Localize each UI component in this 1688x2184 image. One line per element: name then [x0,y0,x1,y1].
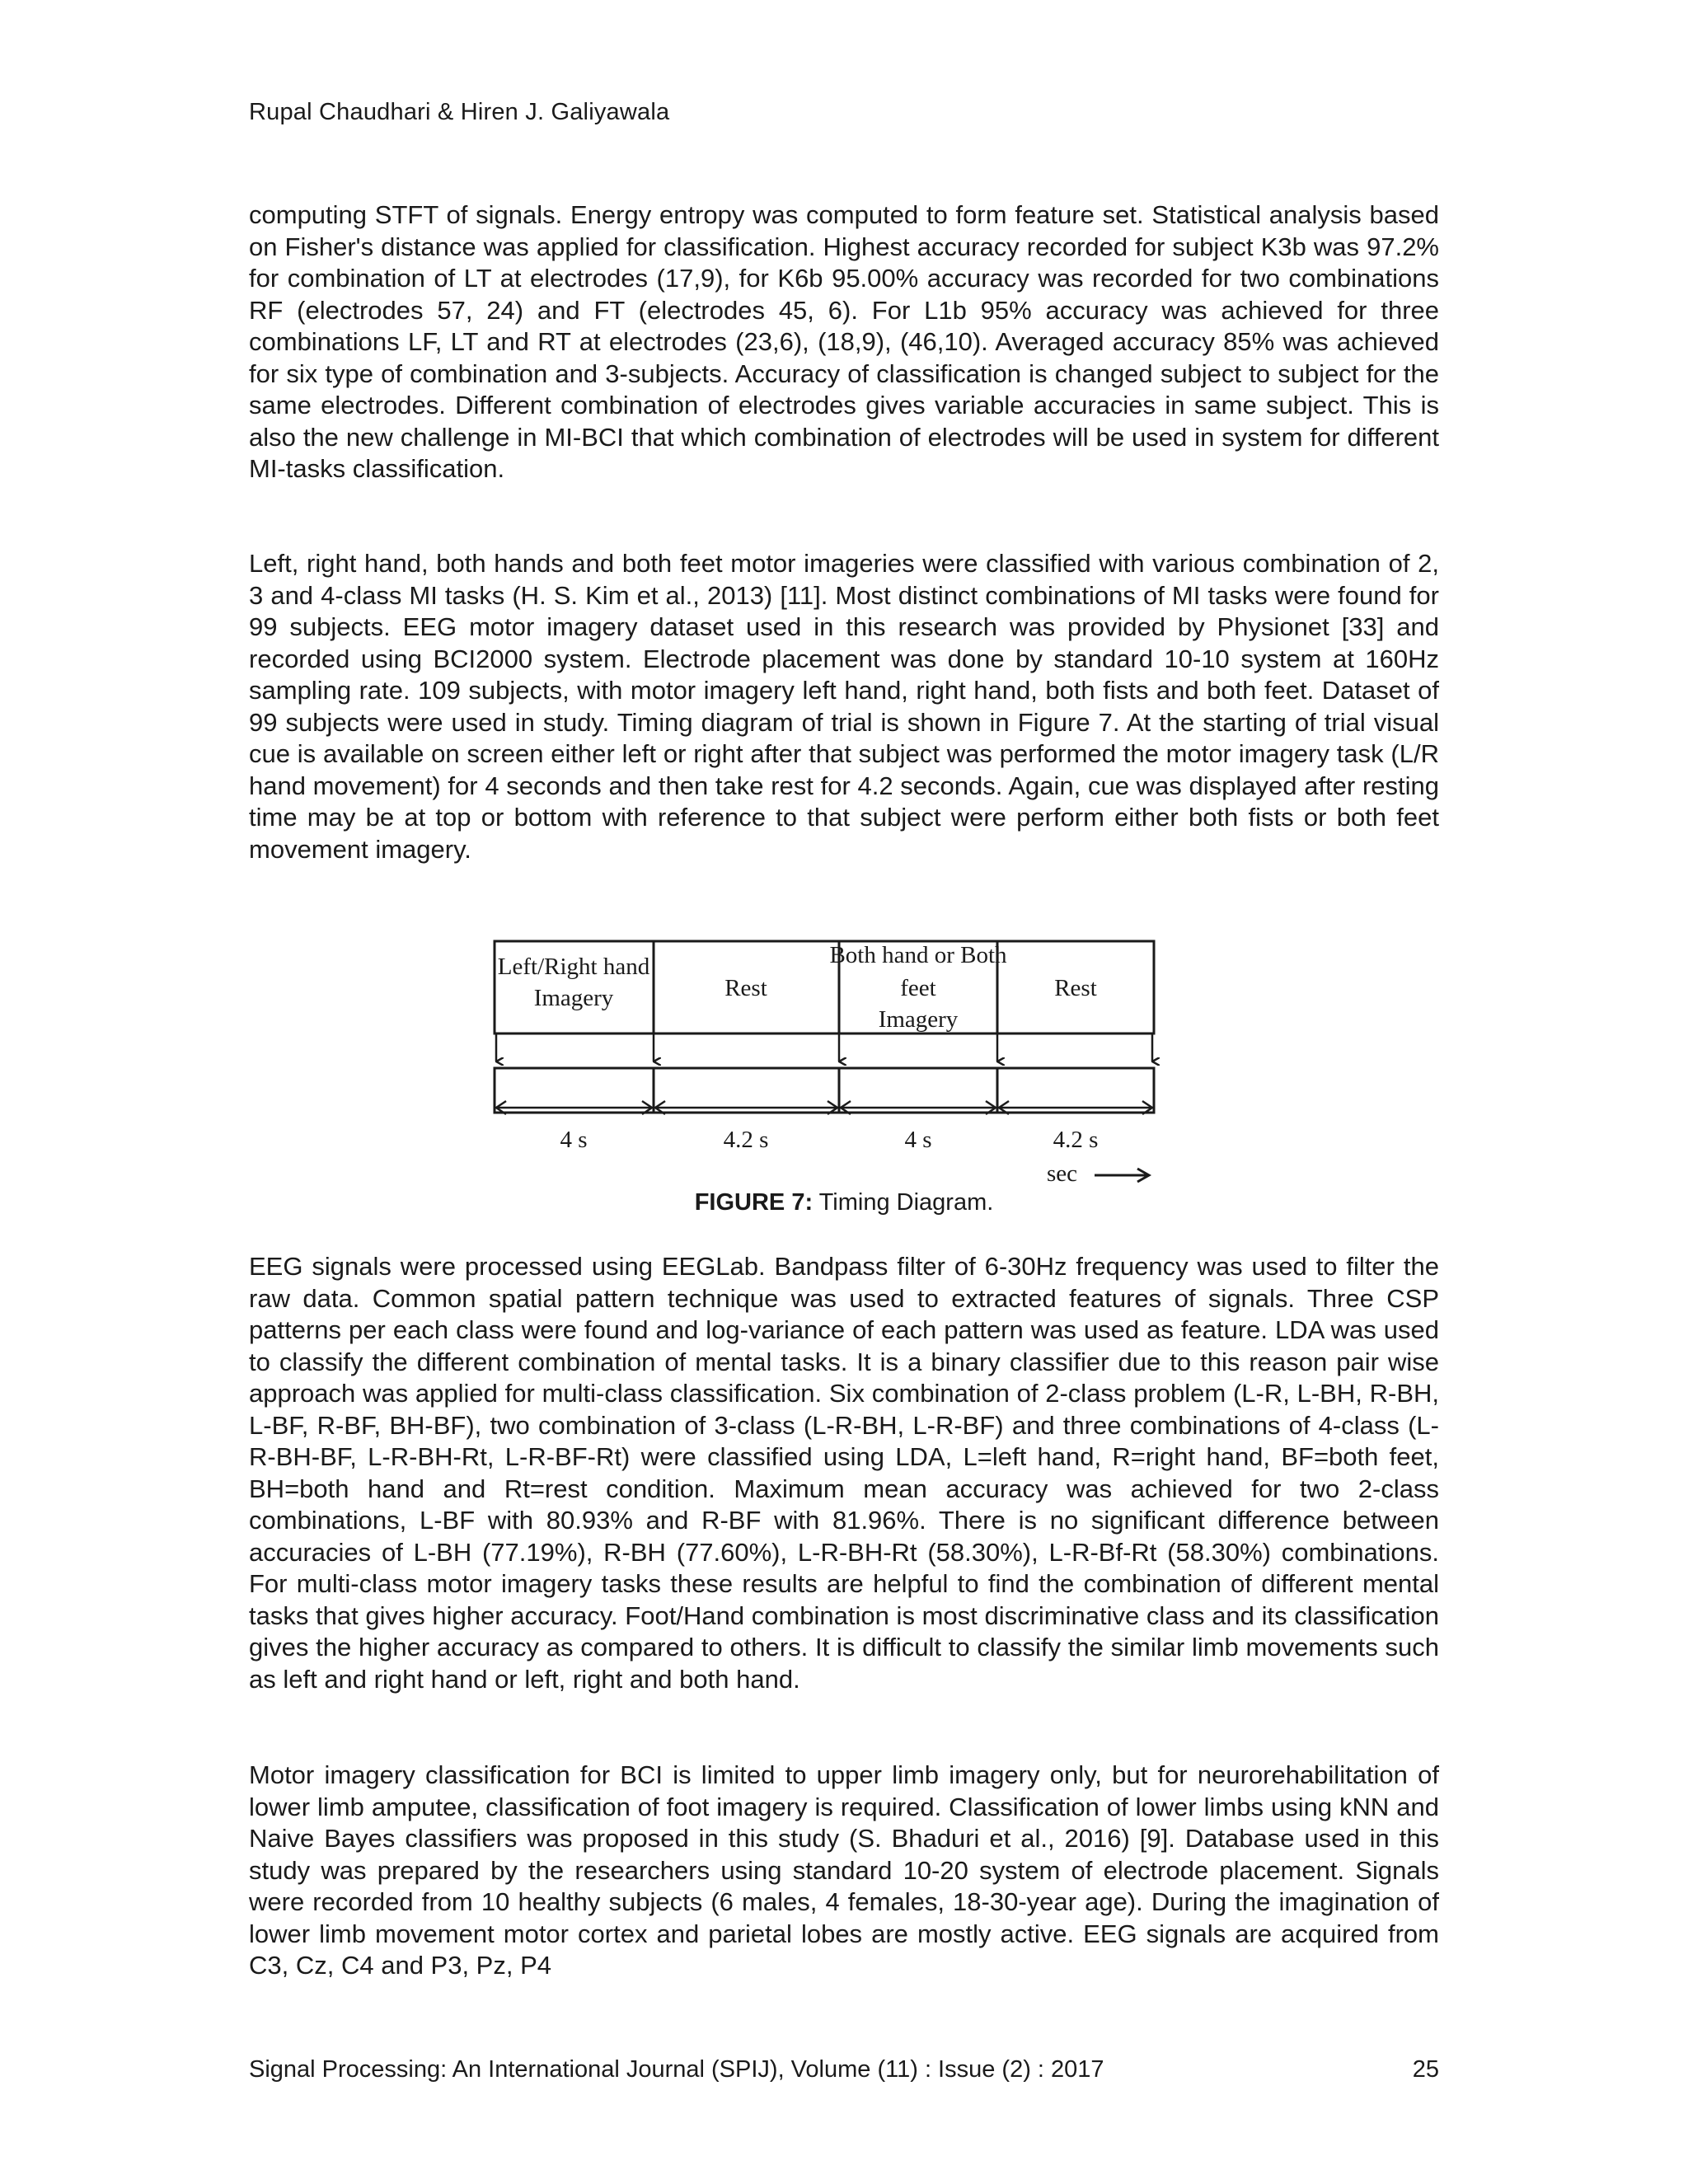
phase-1-label-line-2: Imagery [533,985,614,1011]
phase-2-duration: 4.2 s [723,1127,769,1153]
page-number: 25 [1412,2056,1439,2083]
phase-3-label-line-3: Imagery [878,1006,959,1033]
running-head-authors: Rupal Chaudhari & Hiren J. Galiyawala [249,99,670,125]
phase-4-label: Rest [1054,975,1097,1001]
paragraph-2: Left, right hand, both hands and both feet motor imageries were classified with various combination of 2, 3 and 4-class MI tasks (H. S. Kim et al., 2013) [11]. Most distinct combinations of MI tasks were found for 99 subjects. EEG motor imagery dataset used in this research was provided by Physionet [33] and recorded using BCI2000 system. Electrode placement was done by standard 10-10 system at 160Hz sampling rate. 109 subjects, with motor imagery left hand, right hand, both fists and both feet. Dataset of 99 subjects were used in study. Timing diagram of trial is shown in Figure 7. At the starting of trial visual cue is available on screen either left or right after that subject was performed the motor imagery task (L/R hand movement) for 4 seconds and then take rest for 4.2 seconds. Again, cue was displayed after resting time may be at top or bottom with reference to that subject were perform either both fists or both feet movement imagery. [249,549,1439,864]
phase-1-label-line-1: Left/Right hand [497,954,650,980]
timing-diagram-figure [462,931,1203,1203]
timeline-box-row [495,1068,1154,1113]
timing-diagram [462,931,1203,1203]
phase-3-duration: 4 s [904,1127,932,1153]
page-footer [249,2056,1439,2083]
phase-4-duration: 4.2 s [1053,1127,1099,1153]
paragraph-4: Motor imagery classification for BCI is limited to upper limb imagery only, but for neurorehabilitation of lower limb amputee, classification of foot imagery is required. Classification of lower limbs using kNN and Naive Bayes classifiers was proposed in this study (S. Bhaduri et al., 2016) [9]. Database used in this study was prepared by the researchers using standard 10-20 system of electrode placement. Signals were recorded from 10 healthy subjects (6 males, 4 females, 18-30-year age). During the imagination of lower limb movement motor cortex and parietal lobes are mostly active. EEG signals are acquired from C3, Cz, C4 and P3, Pz, P4 [249,1760,1439,1980]
footer-journal: Signal Processing: An International Journal (SPIJ), Volume (11) : Issue (2) : 2017 [249,2056,1104,2083]
phase-3-label-line-2: feet [900,975,936,1001]
time-unit-label: sec [1047,1160,1078,1187]
figure-caption [0,1189,1688,1216]
figure-caption-text: Timing Diagram. [813,1189,994,1216]
phase-3-label-line-1: Both hand or Both [829,942,1007,968]
phase-1-duration: 4 s [560,1127,588,1153]
paragraph-3: EEG signals were processed using EEGLab. Bandpass filter of 6-30Hz frequency was used to filter the raw data. Common spatial pattern technique was used to extracted features of signals. Three CSP patterns per each class were found and log-variance of each pattern was used as feature. LDA was used to classify the different combination of mental tasks. It is a binary classifier due to this reason pair wise approach was applied for multi-class classification. Six combination of 2-class problem (L-R, L-BH, R-BH, L-BF, R-BF, BH-BF), two combination of 3-class (L-R-BH, L-R-BF) and three combinations of 4-class (L-R-BH-BF, L-R-BH-Rt, L-R-BF-Rt) were classified using LDA, L=left hand, R=right hand, BF=both feet, BH=both hand and Rt=rest condition. Maximum mean accuracy was achieved for two 2-class combinations, L-BF with 80.93% and R-BF with 81.96%. There is no significant difference between accuracies of L-BH (77.19%), R-BH (77.60%), L-R-BH-Rt (58.30%), L-R-Bf-Rt (58.30%) combinations. For multi-class motor imagery tasks these results are helpful to find the combination of different mental tasks that gives higher accuracy. Foot/Hand combination is most discriminative class and its classification gives the higher accuracy as compared to others. It is difficult to classify the similar limb movements such as left and right hand or left, right and both hand. [249,1252,1439,1694]
phase-2-label: Rest [724,975,767,1001]
arrow-right-icon [1095,1169,1149,1182]
paragraph-1: computing STFT of signals. Energy entropy was computed to form feature set. Statistical analysis based on Fisher's distance was applied for classification. Highest accuracy recorded for subject K3b was 97.2% for combination of LT at electrodes (17,9), for K6b 95.00% accuracy was recorded for two combinations RF (electrodes 57, 24) and FT (electrodes 45, 6). For L1b 95% accuracy was achieved for three combinations LF, LT and RT at electrodes (23,6), (18,9), (46,10). Averaged accuracy 85% was achieved for six type of combination and 3-subjects. Accuracy of classification is changed subject to subject for the same electrodes. Different combination of electrodes gives variable accuracies in same subject. This is also the new challenge in MI-BCI that which combination of electrodes will be used in system for different MI-tasks classification. [249,200,1439,483]
figure-caption-label: FIGURE 7: [694,1189,814,1216]
